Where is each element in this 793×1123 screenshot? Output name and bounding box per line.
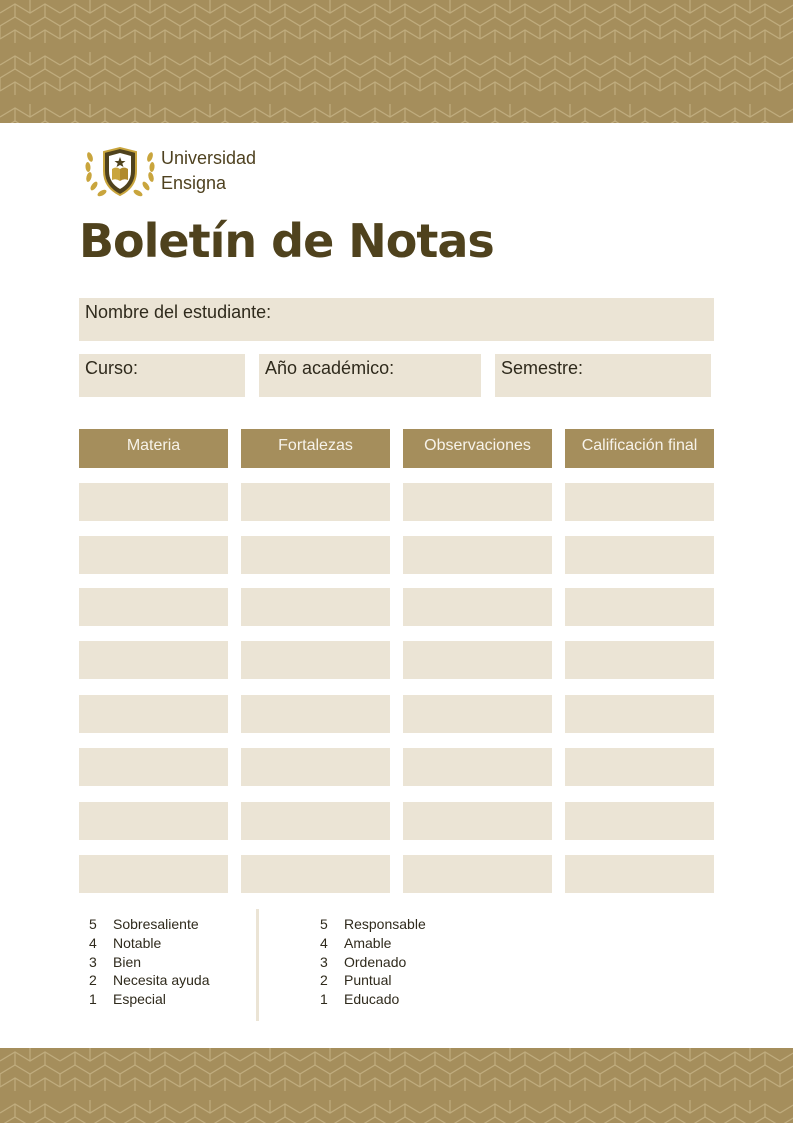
table-cell[interactable] [565,748,714,786]
legend-item [81,990,210,1009]
table-cell[interactable] [565,536,714,574]
legend-item [81,915,210,934]
table-cell[interactable] [403,588,552,626]
legend-value: 5 [320,916,328,932]
table-cell[interactable] [403,695,552,733]
legend-divider [256,909,259,1021]
legend-item [312,953,426,972]
table-cell[interactable] [403,483,552,521]
table-cell[interactable] [403,748,552,786]
table-cell[interactable] [79,536,228,574]
table-cell[interactable] [79,588,228,626]
legend-label: Amable [344,934,392,951]
legend-label: Bien [113,953,142,970]
table-cell[interactable] [565,483,714,521]
table-cell[interactable] [565,695,714,733]
table-cell[interactable] [79,802,228,840]
course-field[interactable] [79,354,245,397]
legend-label: Especial [113,991,166,1008]
header-pattern-band [0,0,793,123]
page-title: Boletín de Notas [79,214,494,268]
behavior-scale-legend [312,915,426,1009]
table-cell[interactable] [241,695,390,733]
footer-pattern-band [0,1048,793,1123]
table-cell[interactable] [241,748,390,786]
academic-year-field[interactable] [259,354,481,397]
table-cell[interactable] [241,641,390,679]
legend-value: 1 [320,991,328,1008]
table-cell[interactable] [565,855,714,893]
university-name-line2: Ensigna [161,173,227,193]
legend-item [81,934,210,953]
table-cell[interactable] [241,483,390,521]
semester-label: Semestre: [501,358,584,378]
legend-label: Puntual [344,972,392,989]
table-header-final-grade: Calificación final [565,429,714,468]
table-header-observations: Observaciones [403,429,552,468]
legend-item [312,934,426,953]
table-cell[interactable] [79,695,228,733]
table-cell[interactable] [79,641,228,679]
university-logo [84,143,156,203]
legend-label: Necesita ayuda [113,972,210,989]
legend-item [81,971,210,990]
table-header-subject: Materia [79,429,228,468]
geometric-pattern [0,0,793,123]
university-name-line1: Universidad [161,148,257,168]
legend-value: 4 [320,934,328,951]
legend-value: 3 [89,953,97,970]
table-cell[interactable] [403,855,552,893]
legend-label: Notable [113,934,162,951]
table-header-strengths: Fortalezas [241,429,390,468]
legend-item [312,971,426,990]
legend-value: 2 [320,972,328,989]
table-cell[interactable] [241,855,390,893]
legend-value: 2 [89,972,97,989]
table-cell[interactable] [79,855,228,893]
grade-scale-legend [81,915,210,1009]
table-cell[interactable] [565,641,714,679]
laurel-shield-icon [84,143,156,203]
legend-item [312,990,426,1009]
table-cell[interactable] [565,802,714,840]
table-cell[interactable] [403,641,552,679]
table-cell[interactable] [79,748,228,786]
table-cell[interactable] [403,536,552,574]
legend-label: Educado [344,991,400,1008]
course-label: Curso: [85,358,139,378]
student-name-field[interactable] [79,298,714,341]
student-name-label: Nombre del estudiante: [85,302,272,322]
legend-value: 4 [89,934,97,951]
legend-value: 1 [89,991,97,1008]
legend-item [81,953,210,972]
legend-label: Responsable [344,916,426,932]
academic-year-label: Año académico: [265,358,395,378]
table-cell[interactable] [79,483,228,521]
table-cell[interactable] [403,802,552,840]
table-cell[interactable] [565,588,714,626]
legend-label: Ordenado [344,953,407,970]
semester-field[interactable] [495,354,711,397]
legend-label: Sobresaliente [113,916,199,932]
legend-value: 5 [89,916,97,932]
table-cell[interactable] [241,588,390,626]
legend-value: 3 [320,953,328,970]
geometric-pattern [0,1048,793,1123]
legend-item [312,915,426,934]
table-cell[interactable] [241,536,390,574]
table-cell[interactable] [241,802,390,840]
university-name [161,146,256,196]
